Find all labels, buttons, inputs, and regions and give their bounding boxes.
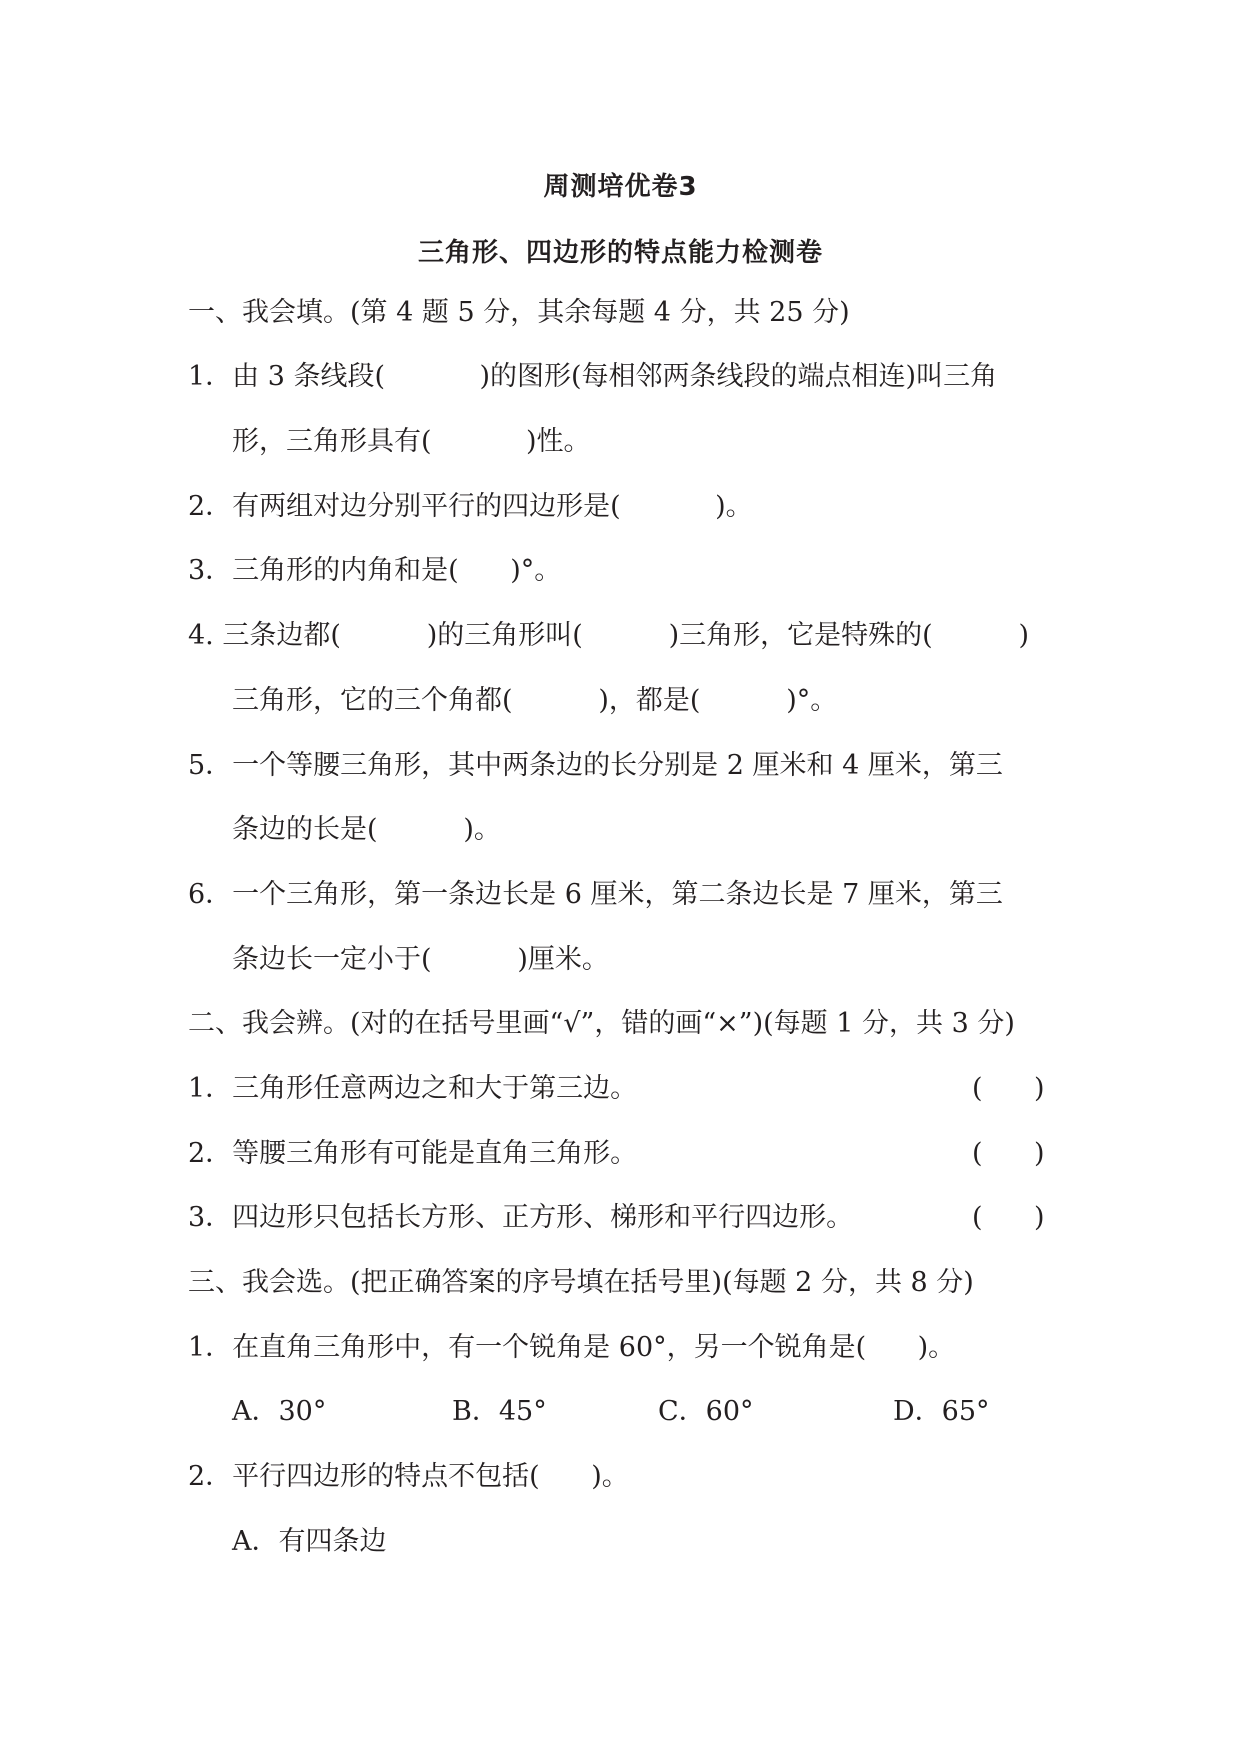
s1-line-5: 4. 三条边都( )的三角形叫( )三角形，它是特殊的( ) bbox=[188, 620, 1030, 651]
s1-line-9: 6．一个三角形，第一条边长是 6 厘米，第二条边长是 7 厘米，第三 bbox=[188, 879, 1003, 910]
s3-q1-option-b: B．45° bbox=[452, 1396, 547, 1427]
s3-q2-option-a: A．有四条边 bbox=[232, 1526, 387, 1557]
s3-question-1: 1．在直角三角形中，有一个锐角是 60°，另一个锐角是( )。 bbox=[188, 1332, 956, 1363]
section3-heading: 三、我会选。(把正确答案的序号填在括号里)(每题 2 分，共 8 分) bbox=[188, 1267, 974, 1298]
section1-heading: 一、我会填。(第 4 题 5 分，其余每题 4 分，共 25 分) bbox=[188, 297, 850, 328]
s3-q1-option-d: D．65° bbox=[893, 1396, 990, 1427]
s3-q1-option-c: C．60° bbox=[658, 1396, 754, 1427]
s3-q1-option-a: A．30° bbox=[232, 1396, 327, 1427]
page-title: 周测培优卷3 bbox=[543, 172, 698, 202]
page-subtitle: 三角形、四边形的特点能力检测卷 bbox=[417, 238, 823, 268]
s2-item-2: 2．等腰三角形有可能是直角三角形。 bbox=[188, 1138, 638, 1169]
s1-line-3: 2．有两组对边分别平行的四边形是( )。 bbox=[188, 491, 753, 522]
s2-answer-paren-3: ( ) bbox=[972, 1202, 1045, 1233]
s2-item-3: 3．四边形只包括长方形、正方形、梯形和平行四边形。 bbox=[188, 1202, 854, 1233]
s1-line-6: 三角形，它的三个角都( )，都是( )°。 bbox=[232, 685, 838, 716]
s2-answer-paren-2: ( ) bbox=[972, 1138, 1045, 1169]
s1-line-10: 条边长一定小于( )厘米。 bbox=[232, 944, 609, 975]
s1-line-8: 条边的长是( )。 bbox=[232, 814, 501, 845]
s3-question-2: 2．平行四边形的特点不包括( )。 bbox=[188, 1461, 629, 1492]
s2-item-1: 1．三角形任意两边之和大于第三边。 bbox=[188, 1073, 638, 1104]
s1-line-7: 5．一个等腰三角形，其中两条边的长分别是 2 厘米和 4 厘米，第三 bbox=[188, 750, 1003, 781]
s2-answer-paren-1: ( ) bbox=[972, 1073, 1045, 1104]
s1-line-1: 1．由 3 条线段( )的图形(每相邻两条线段的端点相连)叫三角 bbox=[188, 361, 998, 392]
s1-line-2: 形，三角形具有( )性。 bbox=[232, 426, 591, 457]
section2-heading: 二、我会辨。(对的在括号里画“√”，错的画“×”)(每题 1 分，共 3 分) bbox=[188, 1008, 1015, 1039]
s1-line-4: 3．三角形的内角和是( )°。 bbox=[188, 555, 562, 586]
